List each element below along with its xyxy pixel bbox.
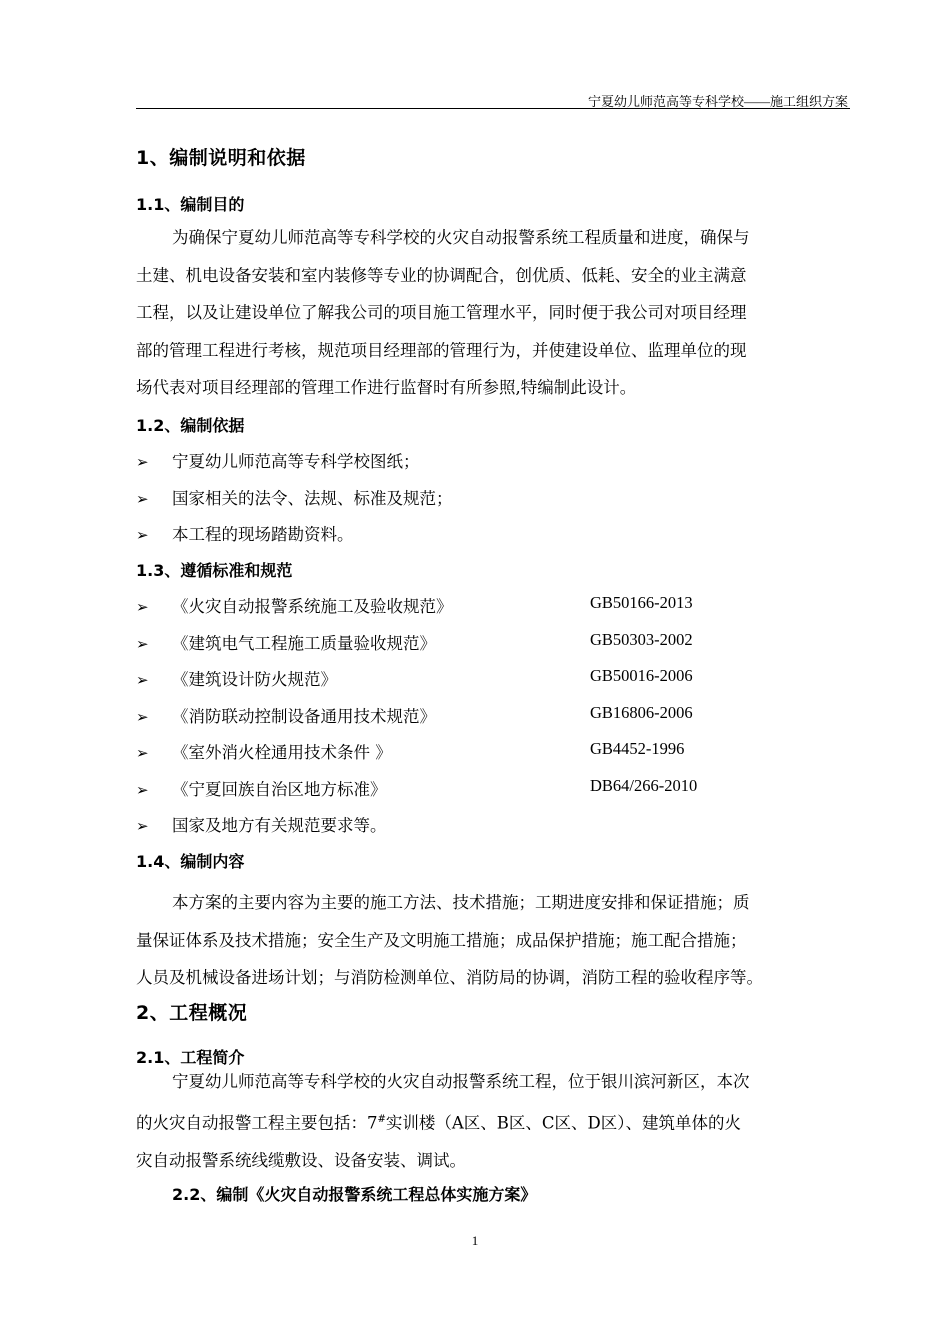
paragraph-line: 灾自动报警系统线缆敷设、设备安装、调试。 [136, 1150, 466, 1170]
paragraph-line: 部的管理工程进行考核，规范项目经理部的管理行为，并使建设单位、监理单位的现 [136, 340, 747, 360]
paragraph-line [136, 1101, 852, 1142]
standard-name: 《室外消火栓通用技术条件 》 [172, 743, 392, 762]
paragraph-line: 本方案的主要内容为主要的施工方法、技术措施；工期进度安排和保证措施；质 [172, 893, 750, 912]
standard-name: 《宁夏回族自治区地方标准》 [172, 780, 387, 799]
section-1-2-title: 1.2、编制依据 [136, 416, 245, 435]
arrow-bullet-icon: ➢ [136, 453, 149, 471]
paragraph-line: 为确保宁夏幼儿师范高等专科学校的火灾自动报警系统工程质量和进度，确保与 [172, 228, 750, 247]
paragraph-line: 量保证体系及技术措施；安全生产及文明施工措施；成品保护措施；施工配合措施； [136, 930, 747, 950]
arrow-bullet-icon: ➢ [136, 635, 149, 653]
standard-name: 国家及地方有关规范要求等。 [172, 816, 387, 835]
section-1-1-title: 1.1、编制目的 [136, 195, 245, 214]
list-item-text: 本工程的现场踏勘资料。 [172, 525, 354, 544]
arrow-bullet-icon: ➢ [136, 781, 149, 799]
section-2-2-title: 2.2、编制《火灾自动报警系统工程总体实施方案》 [172, 1185, 537, 1204]
paragraph-line: 人员及机械设备进场计划；与消防检测单位、消防局的协调，消防工程的验收程序等。 [136, 968, 763, 987]
page-number: 1 [471, 1233, 479, 1248]
standard-code: GB50016-2006 [590, 666, 693, 685]
list-item-text: 国家相关的法令、法规、标准及规范； [172, 489, 453, 508]
section-1-4-paragraph [136, 884, 852, 997]
standard-code: GB16806-2006 [590, 703, 693, 722]
standard-name: 《消防联动控制设备通用技术规范》 [172, 707, 436, 726]
standard-code: DB64/266-2010 [590, 776, 698, 795]
arrow-bullet-icon: ➢ [136, 490, 149, 508]
standard-code: GB50166-2013 [590, 593, 693, 612]
paragraph-line: 宁夏幼儿师范高等专科学校的火灾自动报警系统工程，位于银川滨河新区，本次 [172, 1072, 750, 1091]
list-item-text: 宁夏幼儿师范高等专科学校图纸； [172, 452, 420, 471]
standard-item [136, 739, 392, 763]
list-item [136, 485, 453, 509]
standard-item [136, 666, 337, 690]
superscript: # [377, 1113, 386, 1125]
page-header [136, 90, 850, 109]
header-title: 宁夏幼儿师范高等专科学校——施工组织方案 [587, 94, 848, 109]
arrow-bullet-icon: ➢ [136, 671, 149, 689]
text-run: 的火灾自动报警工程主要包括：7 [136, 1113, 378, 1132]
list-item [136, 448, 420, 472]
arrow-bullet-icon: ➢ [136, 526, 149, 544]
standard-item [136, 630, 436, 654]
paragraph-line: 土建、机电设备安装和室内装修等专业的协调配合，创优质、低耗、安全的业主满意 [136, 265, 747, 285]
standard-name: 《建筑设计防火规范》 [172, 670, 337, 689]
section-1-3-title: 1.3、遵循标准和规范 [136, 561, 293, 580]
standard-code: GB50303-2002 [590, 630, 693, 649]
arrow-bullet-icon: ➢ [136, 598, 149, 616]
standard-item [136, 703, 436, 727]
section-2-1-title: 2.1、工程简介 [136, 1048, 245, 1067]
section-1-4-title: 1.4、编制内容 [136, 852, 245, 871]
section-1-1-paragraph [136, 219, 852, 407]
arrow-bullet-icon: ➢ [136, 817, 149, 835]
standard-name: 《建筑电气工程施工质量验收规范》 [172, 634, 436, 653]
text-run: 实训楼（A区、B区、C区、D区）、建筑单体的火 [385, 1113, 742, 1132]
section-2-title: 2、工程概况 [136, 1002, 248, 1024]
list-item [136, 521, 354, 545]
arrow-bullet-icon: ➢ [136, 744, 149, 762]
standard-name: 《火灾自动报警系统施工及验收规范》 [172, 597, 453, 616]
paragraph-line: 工程，以及让建设单位了解我公司的项目施工管理水平，同时便于我公司对项目经理 [136, 303, 747, 322]
standard-item [136, 812, 387, 836]
standard-item [136, 593, 453, 617]
paragraph-line: 场代表对项目经理部的管理工作进行监督时有所参照,特编制此设计。 [136, 378, 637, 397]
section-1-title: 1、编制说明和依据 [136, 147, 306, 169]
standard-code: GB4452-1996 [590, 739, 685, 758]
standard-item [136, 776, 387, 800]
arrow-bullet-icon: ➢ [136, 708, 149, 726]
section-2-1-paragraph [136, 1063, 852, 1179]
